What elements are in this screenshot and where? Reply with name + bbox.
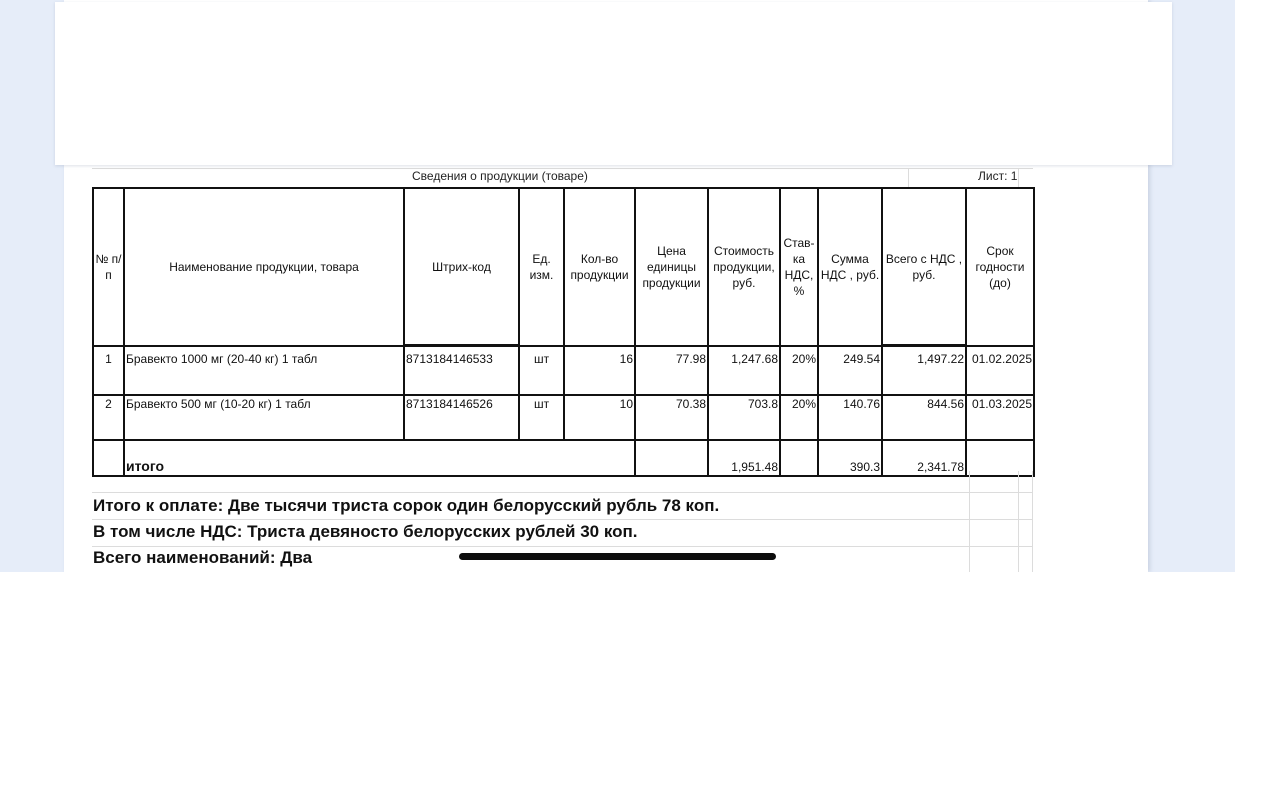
header-num: № п/п: [93, 188, 124, 346]
cell-num: 2: [93, 395, 124, 440]
cell-qty: 10: [564, 395, 635, 440]
grid-line: [969, 471, 970, 572]
cell-barcode: 8713184146526: [404, 395, 519, 440]
total-label: [124, 440, 635, 476]
total-vat-sum: 390.3: [818, 440, 882, 476]
summary-vat-included: В том числе НДС: Триста девяносто белорусских рублей 30 коп.: [93, 522, 638, 541]
top-overlay-panel: [55, 2, 1172, 165]
grid-line: [92, 519, 1033, 520]
header-qty: Кол-во продукции: [564, 188, 635, 346]
cell-border: [403, 344, 518, 346]
sheet-title: Сведения о продукции (товаре): [412, 169, 588, 183]
cell-total: 844.56: [882, 395, 966, 440]
cell-expiry: 01.02.2025: [966, 346, 1034, 395]
header-price: Цена единицы продукции: [635, 188, 708, 346]
header-vat-rate: Став-ка НДС, %: [780, 188, 818, 346]
sheet-page-number: Лист: 1: [978, 169, 1018, 183]
cell-price: 77.98: [635, 346, 708, 395]
cell-border: [882, 344, 966, 346]
cell-barcode: 8713184146533: [404, 346, 519, 395]
cell-unit: шт: [519, 395, 564, 440]
summary-items-count: Всего наименований: Два: [93, 548, 313, 567]
cell-total: 1,497.22: [882, 346, 966, 395]
grid-line: [1018, 168, 1019, 188]
horizontal-scrollbar-thumb[interactable]: [459, 553, 776, 560]
header-name: Наименование продукции, товара: [124, 188, 404, 346]
cell-qty: 16: [564, 346, 635, 395]
cell-empty: [93, 440, 124, 476]
total-sum: 2,341.78: [882, 440, 966, 476]
cell-vat-sum: 249.54: [818, 346, 882, 395]
summary-to-pay: Итого к оплате: Две тысячи триста сорок один белорусский рубль 78 коп.: [93, 496, 720, 515]
goods-table: [92, 187, 1035, 477]
cell-num: 1: [93, 346, 124, 395]
table-total-row: [93, 440, 1034, 476]
table-header-row: [93, 188, 1034, 346]
grid-line: [1018, 471, 1019, 572]
header-unit: Ед. изм.: [519, 188, 564, 346]
grid-line: [92, 546, 1033, 547]
cell-vat-rate: 20%: [780, 346, 818, 395]
table-row: [93, 346, 1034, 395]
header-cost: Стоимость продукции, руб.: [708, 188, 780, 346]
table-row: [93, 395, 1034, 440]
cell-empty: [780, 440, 818, 476]
header-barcode: Штрих-код: [404, 188, 519, 346]
cell-cost: 703.8: [708, 395, 780, 440]
cell-expiry: 01.03.2025: [966, 395, 1034, 440]
cell-empty: [635, 440, 708, 476]
cell-cost: 1,247.68: [708, 346, 780, 395]
grid-line: [1032, 471, 1033, 572]
header-total: Всего с НДС , руб.: [882, 188, 966, 346]
total-label-text: итого: [126, 458, 165, 474]
cell-empty: [966, 440, 1034, 476]
cell-vat-rate: 20%: [780, 395, 818, 440]
total-cost: 1,951.48: [708, 440, 780, 476]
cell-price: 70.38: [635, 395, 708, 440]
header-expiry: Срок годности (до): [966, 188, 1034, 346]
cell-name: Бравекто 500 мг (10-20 кг) 1 табл: [124, 395, 404, 440]
cell-vat-sum: 140.76: [818, 395, 882, 440]
grid-line: [908, 168, 909, 188]
cell-name: Бравекто 1000 мг (20-40 кг) 1 табл: [124, 346, 404, 395]
header-vat-sum: Сумма НДС , руб.: [818, 188, 882, 346]
cell-unit: шт: [519, 346, 564, 395]
grid-line: [92, 492, 1033, 493]
